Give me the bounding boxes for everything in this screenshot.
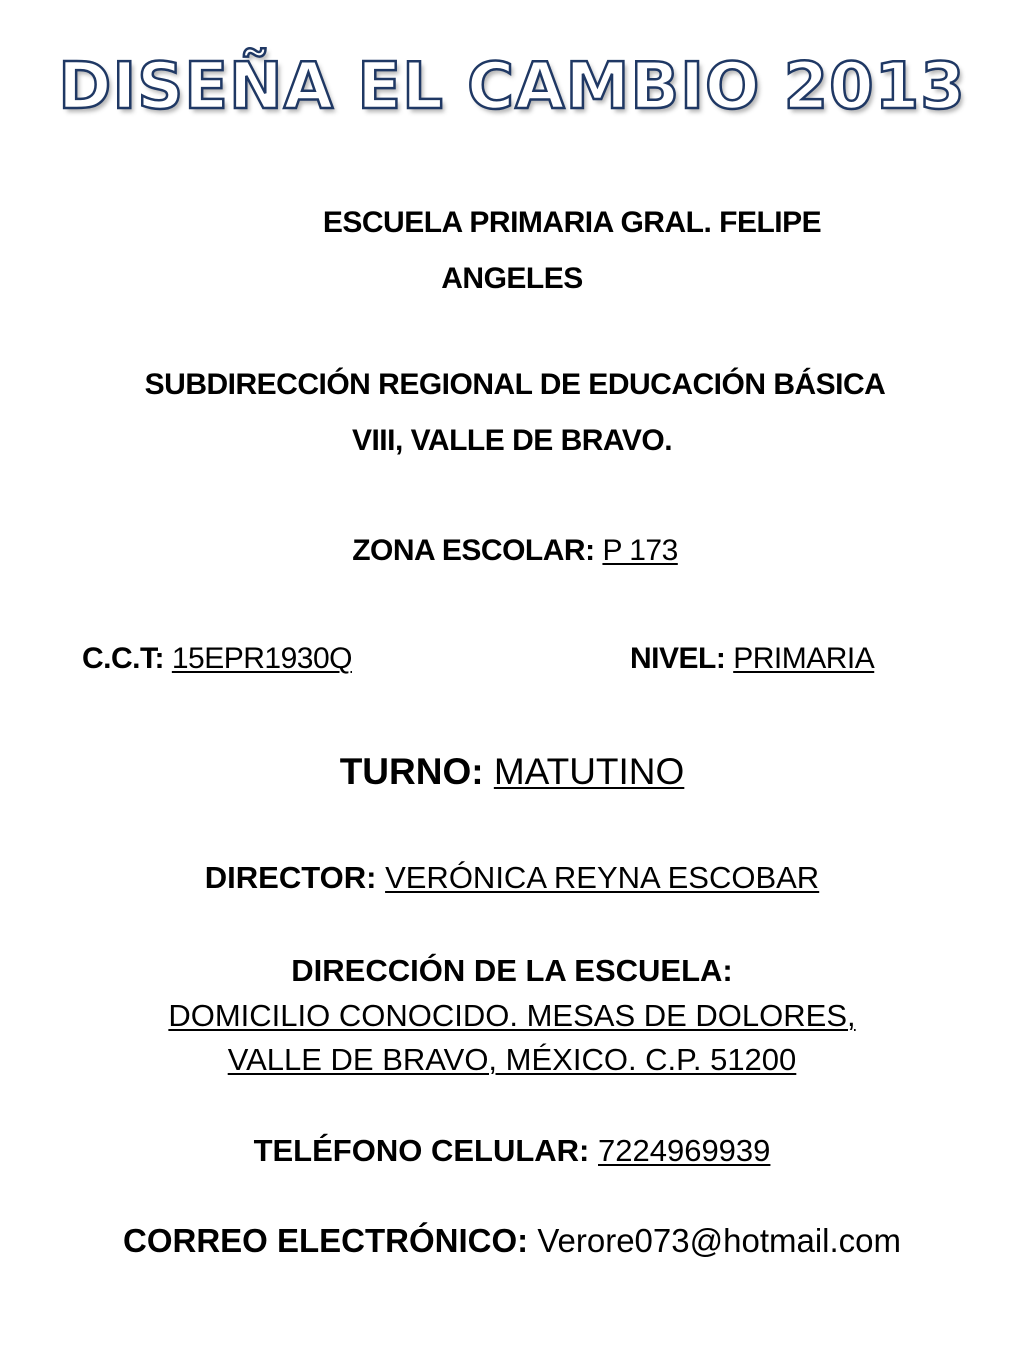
telefono-label: TELÉFONO CELULAR:	[253, 1133, 590, 1168]
school-name-line2: ANGELES	[441, 262, 583, 295]
zona-escolar	[0, 534, 1024, 568]
cct-value: 15EPR1930Q	[171, 642, 352, 675]
direccion-line1: DOMICILIO CONOCIDO. MESAS DE DOLORES,	[168, 998, 856, 1033]
correo	[0, 1222, 1024, 1260]
nivel-label: NIVEL:	[630, 642, 726, 675]
turno	[0, 751, 1024, 793]
telefono-value: 7224969939	[598, 1133, 771, 1168]
subdireccion-line2: VIII, VALLE DE BRAVO.	[351, 424, 673, 457]
cct	[82, 642, 352, 676]
correo-label: CORREO ELECTRÓNICO:	[122, 1222, 529, 1259]
turno-value: MATUTINO	[493, 751, 685, 792]
nivel-value: PRIMARIA	[733, 642, 875, 675]
school-name-line1: ESCUELA PRIMARIA GRAL. FELIPE	[322, 206, 822, 239]
turno-label: TURNO:	[339, 751, 484, 792]
zona-escolar-value: P 173	[602, 534, 678, 567]
direccion-line2: VALLE DE BRAVO, MÉXICO. C.P. 51200	[227, 1042, 797, 1077]
director-value: VERÓNICA REYNA ESCOBAR	[385, 860, 820, 895]
correo-value: Verore073@hotmail.com	[537, 1222, 902, 1259]
direccion-label: DIRECCIÓN DE LA ESCUELA:	[291, 953, 733, 988]
director-label: DIRECTOR:	[204, 860, 377, 895]
nivel	[630, 642, 874, 676]
cct-label: C.C.T:	[82, 642, 164, 675]
zona-escolar-label: ZONA ESCOLAR:	[352, 534, 595, 567]
page-title: DISEÑA EL CAMBIO 2013	[58, 50, 966, 124]
subdireccion-line1: SUBDIRECCIÓN REGIONAL DE EDUCACIÓN BÁSICA	[144, 368, 886, 401]
telefono	[0, 1133, 1024, 1169]
director	[0, 860, 1024, 896]
